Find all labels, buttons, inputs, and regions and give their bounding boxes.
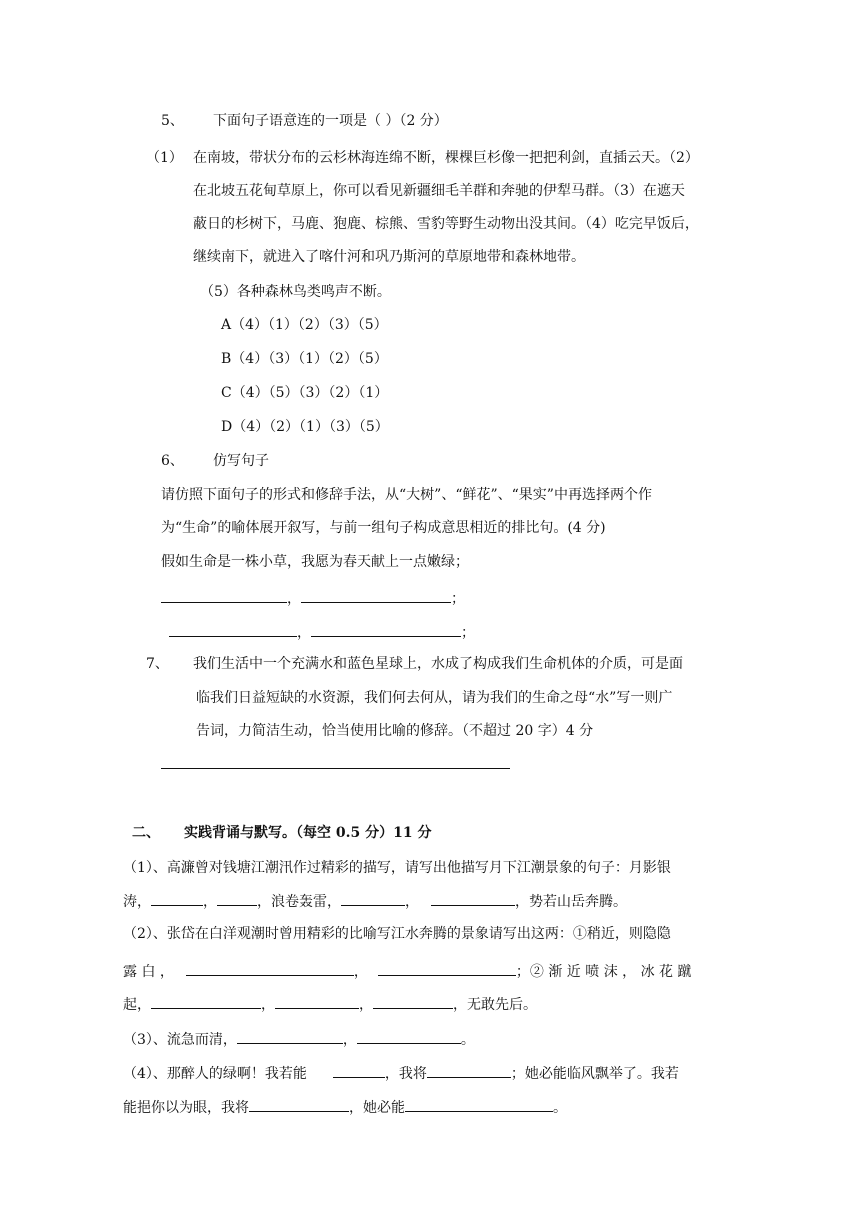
q6-answer-line: ， ；: [169, 621, 475, 642]
fill-blank[interactable]: [237, 1028, 343, 1044]
q6-title: 仿写句子: [213, 453, 269, 469]
q5-option-c: C（4）（5）（3）（2）（1）: [221, 385, 389, 401]
q5-prompt: 下面句子语意连的一项是（ ）（2 分）: [213, 113, 448, 129]
fill-blank[interactable]: [341, 890, 405, 906]
q7-number: 7、: [146, 656, 169, 672]
fill-blank[interactable]: [431, 890, 515, 906]
s2-q2-blanks: 露 白 ， ， ；② 渐 近 喷 沫 ， 冰 花 蹴: [123, 960, 692, 981]
s2-q3-blanks: （3）、流急而清， ， 。: [123, 1028, 475, 1049]
q5-paragraph-line: 在北坡五花甸草原上，你可以看见新疆细毛羊群和奔驰的伊犁马群。（3）在遮天: [193, 183, 685, 199]
q5-paragraph-line: 在南坡，带状分布的云杉林海连绵不断，棵棵巨杉像一把把利剑，直插云天。（2）: [193, 150, 699, 166]
q7-line: 临我们日益短缺的水资源，我们何去何从，请为我们的生命之母“水”写一则广: [196, 690, 673, 706]
q5-option-b: B（4）（3）（1）（2）（5）: [221, 351, 388, 367]
fill-blank[interactable]: [249, 1096, 349, 1112]
s2-q1-text: （1）、高濂曾对钱塘江潮汛作过精彩的描写，请写出他描写月下江潮景象的句子：月影银: [123, 860, 671, 876]
fill-blank[interactable]: [378, 960, 516, 976]
fill-blank[interactable]: [151, 993, 261, 1009]
q7-line: 我们生活中一个充满水和蓝色星球上，水成了构成我们生命机体的介质，可是面: [193, 656, 683, 672]
section-2-number: 二、: [132, 825, 160, 841]
q6-instruction: 请仿照下面句子的形式和修辞手法，从“大树”、“鲜花”、“果实”中再选择两个作: [161, 487, 652, 503]
s2-q4-blanks: 能挹你以为眼，我将 ，她必能 。: [123, 1096, 567, 1117]
s2-q2-blanks: 起， ， ， ，无敢先后。: [123, 993, 537, 1014]
q5-paragraph-number: （1）: [146, 150, 183, 166]
q6-answer-line: ， ；: [161, 587, 465, 608]
q6-instruction: 为“生命”的喻体展开叙写，与前一组句子构成意思相近的排比句。(4 分): [161, 520, 606, 536]
fill-blank[interactable]: [373, 993, 453, 1009]
q5-option-d: D（4）（2）（1）（3）（5）: [221, 419, 389, 435]
q5-number: 5、: [161, 113, 184, 129]
fill-blank[interactable]: [186, 960, 354, 976]
s2-q2-text: （2）、张岱在白洋观潮时曾用精彩的比喻写江水奔腾的景象请写出这两：①稍近，则隐隐: [123, 926, 671, 942]
q7-answer-line[interactable]: [161, 768, 510, 769]
q5-paragraph-line: 继续南下，就进入了喀什河和巩乃斯河的草原地带和森林地带。: [193, 249, 585, 265]
q6-number: 6、: [161, 453, 184, 469]
q6-example: 假如生命是一株小草，我愿为春天献上一点嫩绿；: [161, 554, 469, 570]
fill-blank[interactable]: [333, 1062, 385, 1078]
fill-blank[interactable]: [217, 890, 257, 906]
q6-blank[interactable]: [169, 621, 297, 637]
q5-paragraph-last: （5）各种森林鸟类鸣声不断。: [200, 284, 391, 300]
fill-blank[interactable]: [151, 890, 203, 906]
q6-blank[interactable]: [301, 587, 451, 603]
fill-blank[interactable]: [275, 993, 359, 1009]
q7-line: 告词，力简洁生动，恰当使用比喻的修辞。（不超过 20 字）4 分: [196, 723, 594, 739]
s2-q1-blanks: 涛， ， ，浪卷轰雷， ， ，势若山岳奔腾。: [123, 890, 627, 911]
fill-blank[interactable]: [357, 1028, 461, 1044]
q5-option-a: A（4）（1）（2）（3）（5）: [221, 317, 388, 333]
fill-blank[interactable]: [405, 1096, 553, 1112]
q6-blank[interactable]: [311, 621, 461, 637]
q5-paragraph-line: 蔽日的杉树下，马鹿、狍鹿、棕熊、雪豹等野生动物出没其间。（4）吃完早饭后，: [193, 216, 699, 232]
q6-blank[interactable]: [161, 587, 287, 603]
fill-blank[interactable]: [427, 1062, 511, 1078]
s2-q4-blanks: （4）、那醉人的绿啊！我若能 ，我将 ；她必能临风飘举了。我若: [123, 1062, 679, 1083]
section-2-title: 实践背诵与默写。（每空 0.5 分）11 分: [184, 825, 432, 841]
